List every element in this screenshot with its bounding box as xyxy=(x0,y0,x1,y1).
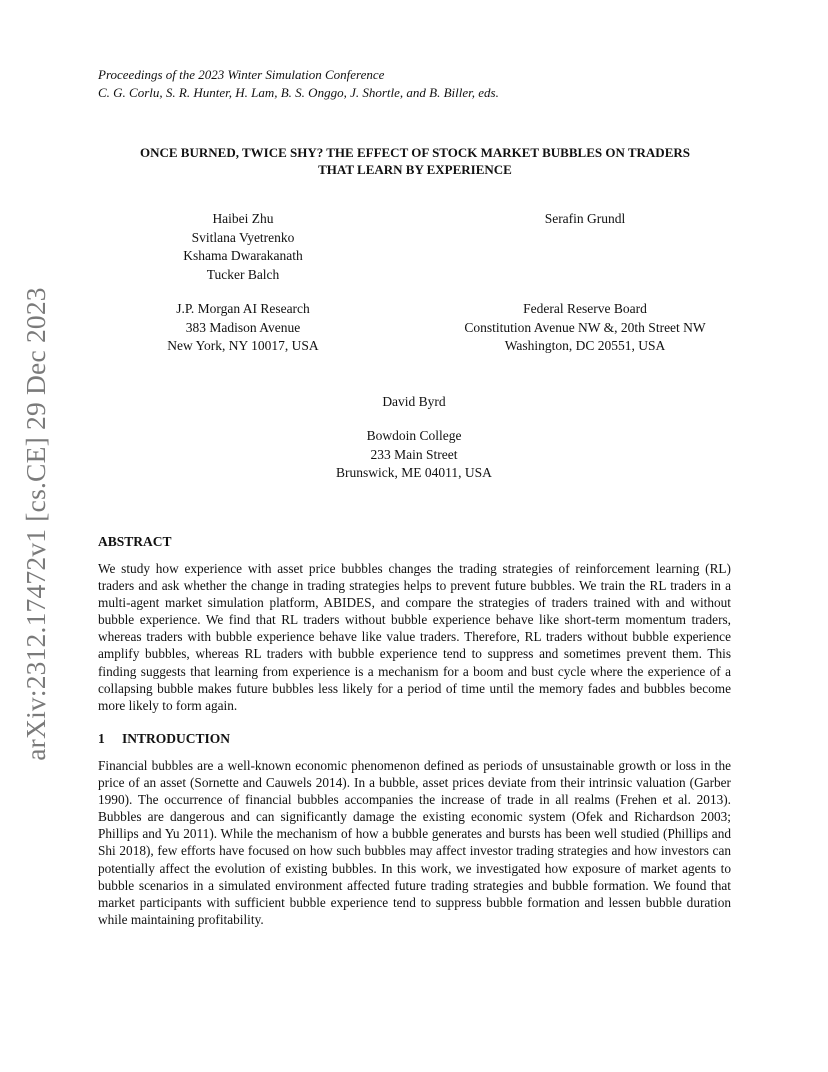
author-name: Haibei Zhu xyxy=(212,211,274,226)
author-name: Tucker Balch xyxy=(206,266,280,282)
section-title: INTRODUCTION xyxy=(122,731,231,746)
paper-title xyxy=(98,145,732,178)
affiliation-line: Constitution Avenue NW &, 20th Street NW xyxy=(464,319,706,335)
abstract-heading: ABSTRACT xyxy=(98,534,172,549)
affiliation-line: 233 Main Street xyxy=(370,446,458,462)
author-name: Svitlana Vyetrenko xyxy=(191,229,295,245)
arxiv-identifier-text: arXiv:2312.17472v1 [cs.CE] 29 Dec 2023 xyxy=(20,287,51,761)
author-name: Kshama Dwarakanath xyxy=(183,248,303,263)
affiliation-left xyxy=(128,300,358,356)
affiliation-right xyxy=(430,300,740,356)
proceedings-header xyxy=(98,66,499,101)
paper-title-line-1: ONCE BURNED, TWICE SHY? THE EFFECT OF STOCK MARKET BUBBLES ON TRADERS xyxy=(140,145,690,160)
affiliation-line: Bowdoin College xyxy=(366,428,462,443)
affiliation-line: 383 Madison Avenue xyxy=(185,319,301,335)
introduction-heading xyxy=(98,731,230,747)
proceedings-conference: Proceedings of the 2023 Winter Simulation Conference xyxy=(98,67,385,82)
affiliation-line: Federal Reserve Board xyxy=(523,301,647,316)
section-number: 1 xyxy=(98,731,105,746)
introduction-body: Financial bubbles are a well-known economic phenomenon defined as periods of unsustainable growth or loss in the price of an asset (Sornette and Cauwels 2014). In a bubble, asset prices deviate from their intrinsic valuation (Garber 1990). The occurrence of financial bubbles accompanies the increase of trade in all realms (Frehen et al. 2013). Bubbles are dangerous and can significantly damage the existing economic system (Ofek and Richardson 2003; Phillips and Yu 2011). While the mechanism of how a bubble generates and bursts has been well studied (Phillips and Shi 2018), few efforts have focused on how such bubbles may affect investor trading strategies and how investors can potentially affect the evolution of existing bubbles. In this work, we investigated how exposure of market agents to bubble scenarios in a simulated environment affected future trading strategies and bubble formation. We found that market participants with sufficient bubble experience tend to suppress bubble formation and lessen bubble duration while maintaining profitability. xyxy=(98,758,731,927)
abstract-body: We study how experience with asset price bubbles changes the trading strategies of reinforcement learning (RL) traders and ask whether the change in trading strategies helps to prevent future bubbles. We train the RL traders in a multi-agent market simulation platform, ABIDES, and compare the strategies of traders trained with and without bubble experience. We find that RL traders without bubble experience behave like short-term momentum traders, whereas traders with bubble experience behave like value traders. Therefore, RL traders without bubble experience amplify bubbles, whereas RL traders with bubble experience tend to suppress and sometimes prevent them. This finding suggests that learning from experience is a mechanism for a boom and bust cycle where the experience of a collapsing bubble makes future bubbles less likely for a period of time until the memory fades and bubbles become more likely to form again. xyxy=(98,561,731,713)
proceedings-editors: C. G. Corlu, S. R. Hunter, H. Lam, B. S. Onggo, J. Shortle, and B. Biller, eds. xyxy=(98,84,499,100)
paper-title-line-2: THAT LEARN BY EXPERIENCE xyxy=(318,161,512,177)
author-center xyxy=(264,393,564,412)
affiliation-line: Brunswick, ME 04011, USA xyxy=(336,465,492,480)
author-list-right xyxy=(430,210,740,229)
author-list-left xyxy=(128,210,358,284)
affiliation-line: J.P. Morgan AI Research xyxy=(176,301,310,316)
affiliation-line: Washington, DC 20551, USA xyxy=(504,338,666,353)
author-name: David Byrd xyxy=(382,394,446,409)
affiliation-center xyxy=(264,427,564,483)
author-name: Serafin Grundl xyxy=(544,211,626,226)
arxiv-identifier-stamp xyxy=(8,288,64,760)
affiliation-line: New York, NY 10017, USA xyxy=(167,338,319,353)
